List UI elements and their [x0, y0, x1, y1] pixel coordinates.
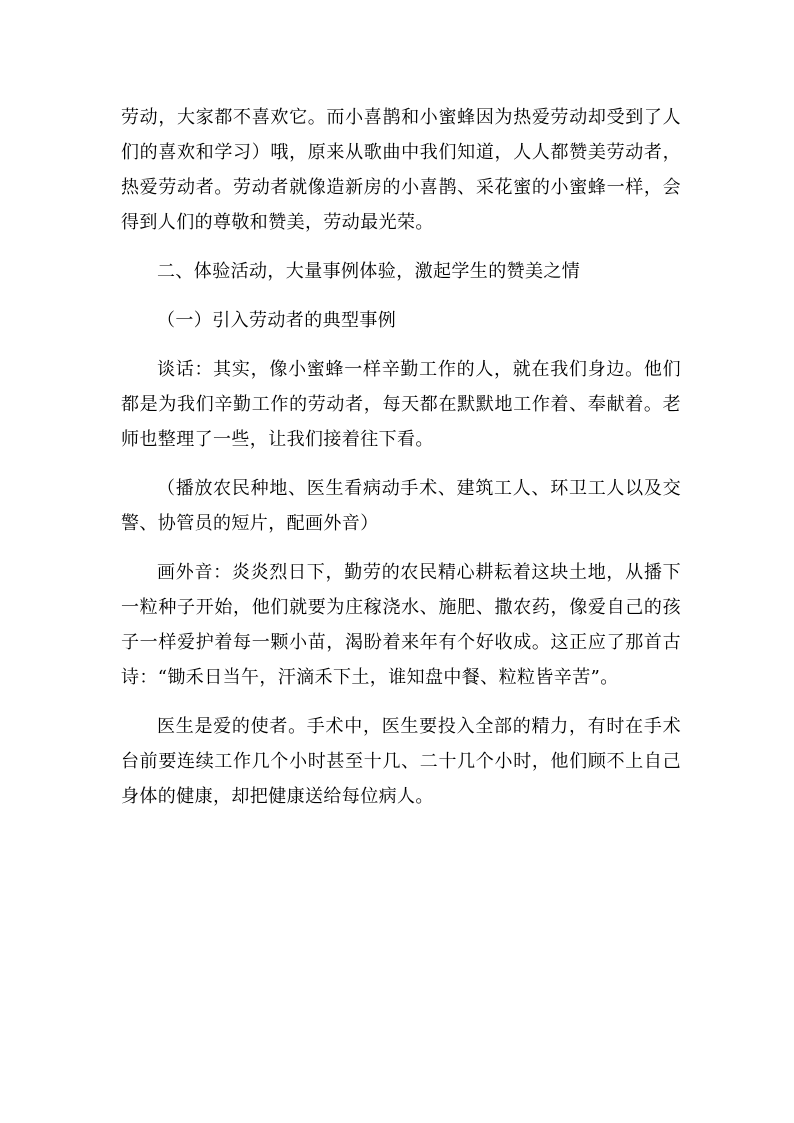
- paragraph-talk: 谈话：其实，像小蜜蜂一样辛勤工作的人，就在我们身边。他们都是为我们辛勤工作的劳动者，每天都在默默地工作着、奉献着。老师也整理了一些，让我们接着往下看。: [121, 359, 681, 450]
- document-body: [121, 100, 681, 814]
- subsection-heading-typical-examples: （一）引入劳动者的典型事例: [157, 310, 397, 331]
- paragraph-voiceover-farmer: 画外音：炎炎烈日下，勤劳的农民精心耕耘着这块土地，从播下一粒种子开始，他们就要为庄稼浇水、施肥、撒农药，像爱自己的孩子一样爱护着每一颗小苗，渴盼着来年有个好收成。这正应了那首古诗：“锄禾日当午，汗滴禾下土，谁知盘中餐、粒粒皆辛苦”。: [121, 562, 681, 688]
- paragraph-labor-praise: 劳动，大家都不喜欢它。而小喜鹊和小蜜蜂因为热爱劳动却受到了人们的喜欢和学习）哦，原来从歌曲中我们知道，人人都赞美劳动者，热爱劳动者。劳动者就像造新房的小喜鹊、采花蜜的小蜜蜂一样，会得到人们的尊敬和赞美，劳动最光荣。: [121, 107, 681, 233]
- paragraph-doctor: 医生是爱的使者。手术中，医生要投入全部的精力，有时在手术台前要连续工作几个小时甚至十几、二十几个小时，他们顾不上自己身体的健康，却把健康送给每位病人。: [121, 716, 681, 807]
- section-heading-experience-activity: 二、体验活动，大量事例体验，激起学生的赞美之情: [157, 261, 581, 282]
- paragraph-video-note: （播放农民种地、医生看病动手术、建筑工人、环卫工人以及交警、协管员的短片，配画外音）: [121, 478, 681, 534]
